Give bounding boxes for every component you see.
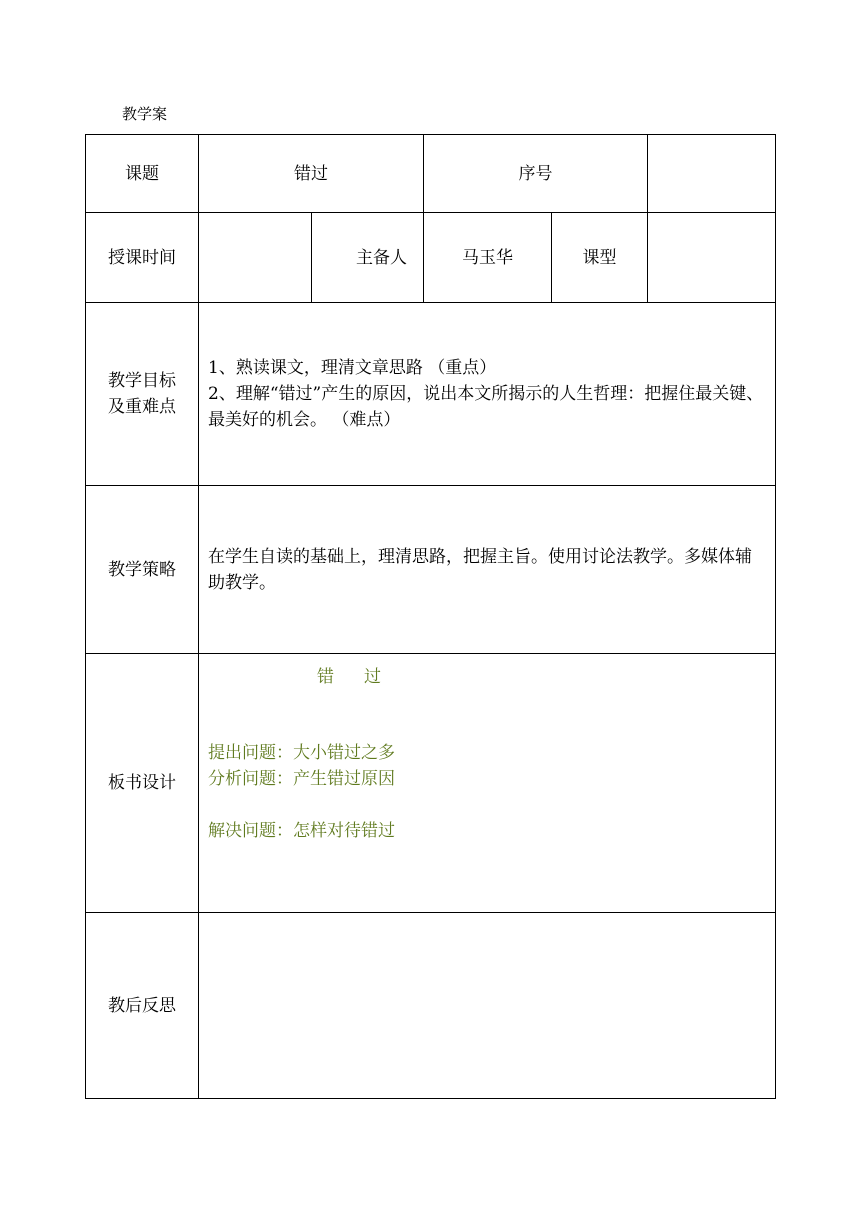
preparer-value: 马玉华 [424, 213, 552, 303]
objective-item-2: 2、理解“错过”产生的原因，说出本文所揭示的人生哲理：把握住最关键、最美好的机会。 （难点） [208, 384, 764, 430]
board-design-content [199, 654, 776, 913]
label-lesson-type: 课型 [552, 213, 648, 303]
strategy-content: 在学生自读的基础上，理清思路，把握主旨。使用讨论法教学。多媒体辅助教学。 [199, 486, 776, 654]
label-objectives [86, 303, 199, 486]
label-objectives-line1: 教学目标 [108, 371, 176, 391]
board-title [208, 664, 767, 690]
lesson-plan-table [85, 134, 776, 1099]
table-row-info [86, 213, 776, 303]
table-row-topic [86, 135, 776, 213]
label-objectives-line2: 及重难点 [108, 397, 176, 417]
board-line-2: 分析问题：产生错过原因 [208, 769, 395, 789]
board-line-1: 提出问题：大小错过之多 [208, 743, 395, 763]
table-row-strategy [86, 486, 776, 654]
table-row-reflection [86, 913, 776, 1099]
table-row-board-design [86, 654, 776, 913]
label-reflection: 教后反思 [86, 913, 199, 1099]
label-topic: 课题 [86, 135, 199, 213]
board-title-char1: 错 [317, 667, 334, 687]
objectives-content [199, 303, 776, 486]
board-line-3: 解决问题：怎样对待错过 [208, 821, 395, 841]
table-row-objectives [86, 303, 776, 486]
label-preparer: 主备人 [312, 213, 424, 303]
reflection-content [199, 913, 776, 1099]
document-title: 教学案 [122, 105, 168, 123]
objective-item-1: 1、熟读课文，理清文章思路 （重点） [208, 358, 497, 378]
topic-value: 错过 [199, 135, 424, 213]
label-strategy: 教学策略 [86, 486, 199, 654]
label-board-design: 板书设计 [86, 654, 199, 913]
teaching-time-value [199, 213, 312, 303]
serial-value [648, 135, 776, 213]
label-serial: 序号 [424, 135, 648, 213]
label-teaching-time: 授课时间 [86, 213, 199, 303]
board-title-char2: 过 [364, 667, 381, 687]
lesson-type-value [648, 213, 776, 303]
